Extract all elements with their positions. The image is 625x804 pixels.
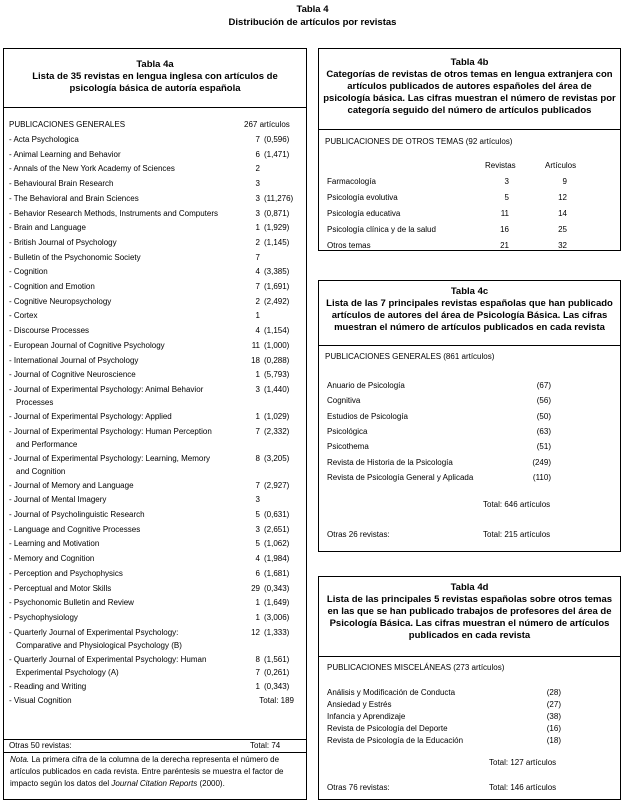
table-4d-others-total: Total: 146 artículos [489,783,557,792]
impact-factor: (3,385) [264,267,290,277]
impact-factor: (1,691) [264,282,290,291]
journal-name: - Psychophysiology [9,612,78,622]
article-count: Total: 189 [259,696,294,706]
article-count: 1 [255,598,260,608]
table-4a-section-label: PUBLICACIONES GENERALES [9,120,126,129]
page-subtitle: Distribución de artículos por revistas [228,17,397,28]
journal-name: Revista de Psicología General y Aplicada [327,472,474,482]
journal-name: - Reading and Writing [9,681,87,691]
article-count: 5 [255,539,260,549]
article-count: (51) [536,442,551,452]
impact-factor: (1,000) [264,340,290,350]
journal-name: - Acta Psychologica [9,135,79,144]
article-count: 25 [558,225,567,234]
table-4a-title: Tabla 4a [136,59,174,70]
journal-name: - Perceptual and Motor Skills [9,583,112,593]
article-count: 7 [255,480,260,490]
article-count: 5 [255,510,260,519]
impact-factor: (1,029) [264,411,290,421]
article-count: 2 [255,164,260,174]
journal-name: - Learning and Motivation [9,539,100,549]
journal-name: - Journal of Mental Imagery [9,495,107,505]
journal-count: 3 [504,177,509,186]
table-4b-title: Tabla 4b [450,57,489,68]
table-4b [318,48,621,251]
article-count: 14 [558,209,567,218]
table-4d [318,576,621,800]
journal-name-continued: and Performance [16,439,78,449]
table-4a-subtitle: Lista de 35 revistas en lengua inglesa con artículos de psicología básica de autoría española [32,71,278,94]
article-count: (28) [546,688,561,697]
category-name: Otros temas [327,241,371,250]
journal-name: Cognitiva [327,396,361,406]
journal-name: - Cognition [9,267,48,277]
article-count: 3 [255,193,260,203]
journal-name-continued: Processes [16,397,54,407]
journal-name: - Journal of Experimental Psychology: Human Perception [9,426,212,436]
article-count: 7 [255,282,260,291]
article-count: 3 [255,524,260,534]
article-count: 3 [255,495,260,505]
article-count: 32 [558,241,567,250]
journal-count: 5 [504,193,509,202]
journal-name: - Visual Cognition [9,696,72,706]
journal-name: - Psychonomic Bulletin and Review [9,598,134,608]
impact-factor: (0,261) [264,667,290,677]
journal-name: - Journal of Cognitive Neuroscience [9,370,136,380]
journal-name: Revista de Psicología de la Educación [327,736,464,745]
impact-factor: (0,343) [264,681,290,691]
article-count: 9 [562,177,567,186]
journal-name: Psicothema [327,442,369,452]
article-count: 12 [251,627,260,637]
journal-name: Anuario de Psicología [327,381,405,390]
article-count: 1 [255,370,260,380]
impact-factor: (1,649) [264,598,290,608]
journal-name: Revista de Historia de la Psicología [327,457,453,467]
article-count: 3 [255,384,260,394]
article-count: 2 [255,296,260,306]
table-4d-title: Tabla 4d [450,582,489,593]
table-4c-subtitle: Lista de las 7 principales revistas españolas que han publicado artículos de autores del área de Psicología Básica. Las cifras muestran el número de artículos publicados en cada revista [326,298,613,333]
journal-name: - Cognitive Neuropsychology [9,296,112,306]
journal-name: - Bulletin of the Psychonomic Society [9,252,141,262]
impact-factor: (1,333) [264,627,290,637]
impact-factor: (1,471) [264,149,290,159]
journal-name-continued: Comparative and Physiological Psychology (B) [16,640,182,650]
journal-name: Estudios de Psicología [327,411,408,421]
journal-name: - Annals of the New York Academy of Sciences [9,164,175,174]
table-4c-others-total: Total: 215 artículos [483,530,551,539]
category-name: Psicología clínica y de la salud [327,225,436,234]
impact-factor: (1,561) [264,654,290,664]
journal-name: - Animal Learning and Behavior [9,149,121,159]
journal-count: 16 [500,225,509,234]
article-count: 8 [255,453,260,463]
journal-name: - British Journal of Psychology [9,237,117,247]
journal-name: - Cognition and Emotion [9,282,95,291]
article-count: (18) [546,736,561,745]
article-count: 1 [255,223,260,233]
journal-name: - Journal of Memory and Language [9,480,134,490]
impact-factor: (11,276) [264,193,294,203]
article-count: (67) [536,381,551,390]
impact-factor: (2,927) [264,480,290,490]
impact-factor: (0,288) [264,355,290,365]
journal-name-continued: and Cognition [16,466,66,476]
article-count: (16) [546,724,561,733]
article-count: 7 [255,135,260,144]
journal-count: 21 [500,241,509,250]
article-count: 1 [255,681,260,691]
impact-factor: (5,793) [264,370,290,380]
article-count: (50) [536,411,551,421]
journal-name: Psicológica [327,426,368,436]
table-4c-title: Tabla 4c [450,286,489,297]
table-4d-total: Total: 127 artículos [489,758,557,767]
table-4b-section-label: PUBLICACIONES DE OTROS TEMAS (92 artículos) [325,137,513,146]
impact-factor: (2,492) [264,296,290,306]
article-count: 6 [255,149,260,159]
article-count: (63) [536,426,551,436]
article-count: 3 [255,208,260,218]
journal-name: - Memory and Cognition [9,554,95,564]
journal-name: Revista de Psicología del Deporte [327,724,448,733]
table-4c-total: Total: 646 artículos [483,500,551,509]
journal-name: - European Journal of Cognitive Psychology [9,340,165,350]
article-count: 11 [251,340,260,350]
journal-name: - Journal of Experimental Psychology: Learning, Memory [9,453,210,463]
journal-count: 11 [500,209,509,218]
article-count: 7 [255,252,260,262]
impact-factor: (0,631) [264,510,290,519]
journal-name: Infancia y Aprendizaje [327,712,406,721]
journal-name: - Perception and Psychophysics [9,568,123,578]
impact-factor: (1,154) [264,326,290,336]
article-count: 2 [255,237,260,247]
journal-name: - The Behavioral and Brain Sciences [9,193,139,203]
table-4b-col-articulos: Artículos [545,161,577,170]
journal-name: Análisis y Modificación de Conducta [327,688,456,697]
table-4a [3,48,307,800]
journal-name: - Journal of Psycholinguistic Research [9,510,145,519]
table-4d-subtitle: Lista de las principales 5 revistas españolas sobre otros temas en las que se han publicado trabajos de profesores del área de Psicología Básica. Las cifras muestran el número de artículos publicados en cada revista [326,594,613,641]
article-count: (27) [546,700,561,709]
table-4d-section-label: PUBLICACIONES MISCELÁNEAS (273 artículos) [327,663,505,672]
impact-factor: (0,343) [264,583,290,593]
article-count: (56) [536,396,551,406]
article-count: (249) [532,457,551,467]
article-count: 1 [255,311,260,321]
table-4a-others-label: Otras 50 revistas: [9,741,72,750]
journal-name: - Cortex [9,311,38,321]
journal-name: - Quarterly Journal of Experimental Psychology: Human [9,654,207,664]
article-count: 7 [255,667,260,677]
journal-name-continued: Experimental Psychology (A) [16,667,119,677]
impact-factor: (3,205) [264,453,290,463]
impact-factor: (1,929) [264,223,290,233]
impact-factor: (0,596) [264,135,290,144]
table-4c-section-label: PUBLICACIONES GENERALES (861 artículos) [325,352,495,361]
article-count: 18 [251,355,260,365]
journal-name: - Journal of Experimental Psychology: Animal Behavior [9,384,204,394]
table-4c-others-label: Otras 26 revistas: [327,530,390,539]
table-4a-section-total: 267 artículos [244,120,290,129]
article-count: 1 [255,411,260,421]
journal-name: - Discourse Processes [9,326,90,336]
table-4c [318,280,621,552]
table-4d-others-label: Otras 76 revistas: [327,783,390,792]
table-4a-others-total: Total: 74 [250,741,281,750]
impact-factor: (2,651) [264,524,290,534]
journal-name: - Behavioural Brain Research [9,179,114,189]
table-4b-col-revistas: Revistas [485,161,516,170]
article-count: 6 [255,568,260,578]
article-count: 4 [255,554,260,564]
article-count: 1 [255,612,260,622]
article-count: 4 [255,267,260,277]
impact-factor: (2,332) [264,426,290,436]
article-count: 12 [558,193,567,202]
category-name: Psicología evolutiva [327,193,398,202]
impact-factor: (1,681) [264,568,290,578]
category-name: Psicología educativa [327,209,401,218]
article-count: 29 [251,583,260,593]
impact-factor: (1,984) [264,554,290,564]
journal-name: - Journal of Experimental Psychology: Applied [9,411,172,421]
journal-name: - Language and Cognitive Processes [9,524,141,534]
article-count: 7 [255,426,260,436]
impact-factor: (1,440) [264,384,290,394]
impact-factor: (1,145) [264,237,290,247]
article-count: 4 [255,326,260,336]
impact-factor: (3,006) [264,612,290,622]
article-count: (110) [532,472,551,482]
journal-name: Ansiedad y Estrés [327,700,392,709]
page-title: Tabla 4 [296,4,329,15]
journal-name: - Brain and Language [9,223,86,233]
article-count: 8 [255,654,260,664]
journal-name: - International Journal of Psychology [9,355,139,365]
impact-factor: (0,871) [264,208,290,218]
impact-factor: (1,062) [264,539,290,549]
category-name: Farmacología [327,177,376,186]
table-4a-note: Nota. La primera cifra de la columna de la derecha representa el número de artículos publicados en cada revista. Entre paréntesis se muestra el factor de impacto según los datos del Journal Citation Reports (2000). [10,755,284,788]
article-count: 3 [255,179,260,189]
article-count: (38) [546,712,561,721]
journal-name: - Behavior Research Methods, Instruments and Computers [9,208,218,218]
journal-name: - Quarterly Journal of Experimental Psychology: [9,627,179,637]
table-4b-subtitle: Categorías de revistas de otros temas en lengua extranjera con artículos publicados de autores españoles del área de psicología básica. Las cifras muestran el número de revistas por categoría seguido del número de artículos publicados [323,69,616,116]
